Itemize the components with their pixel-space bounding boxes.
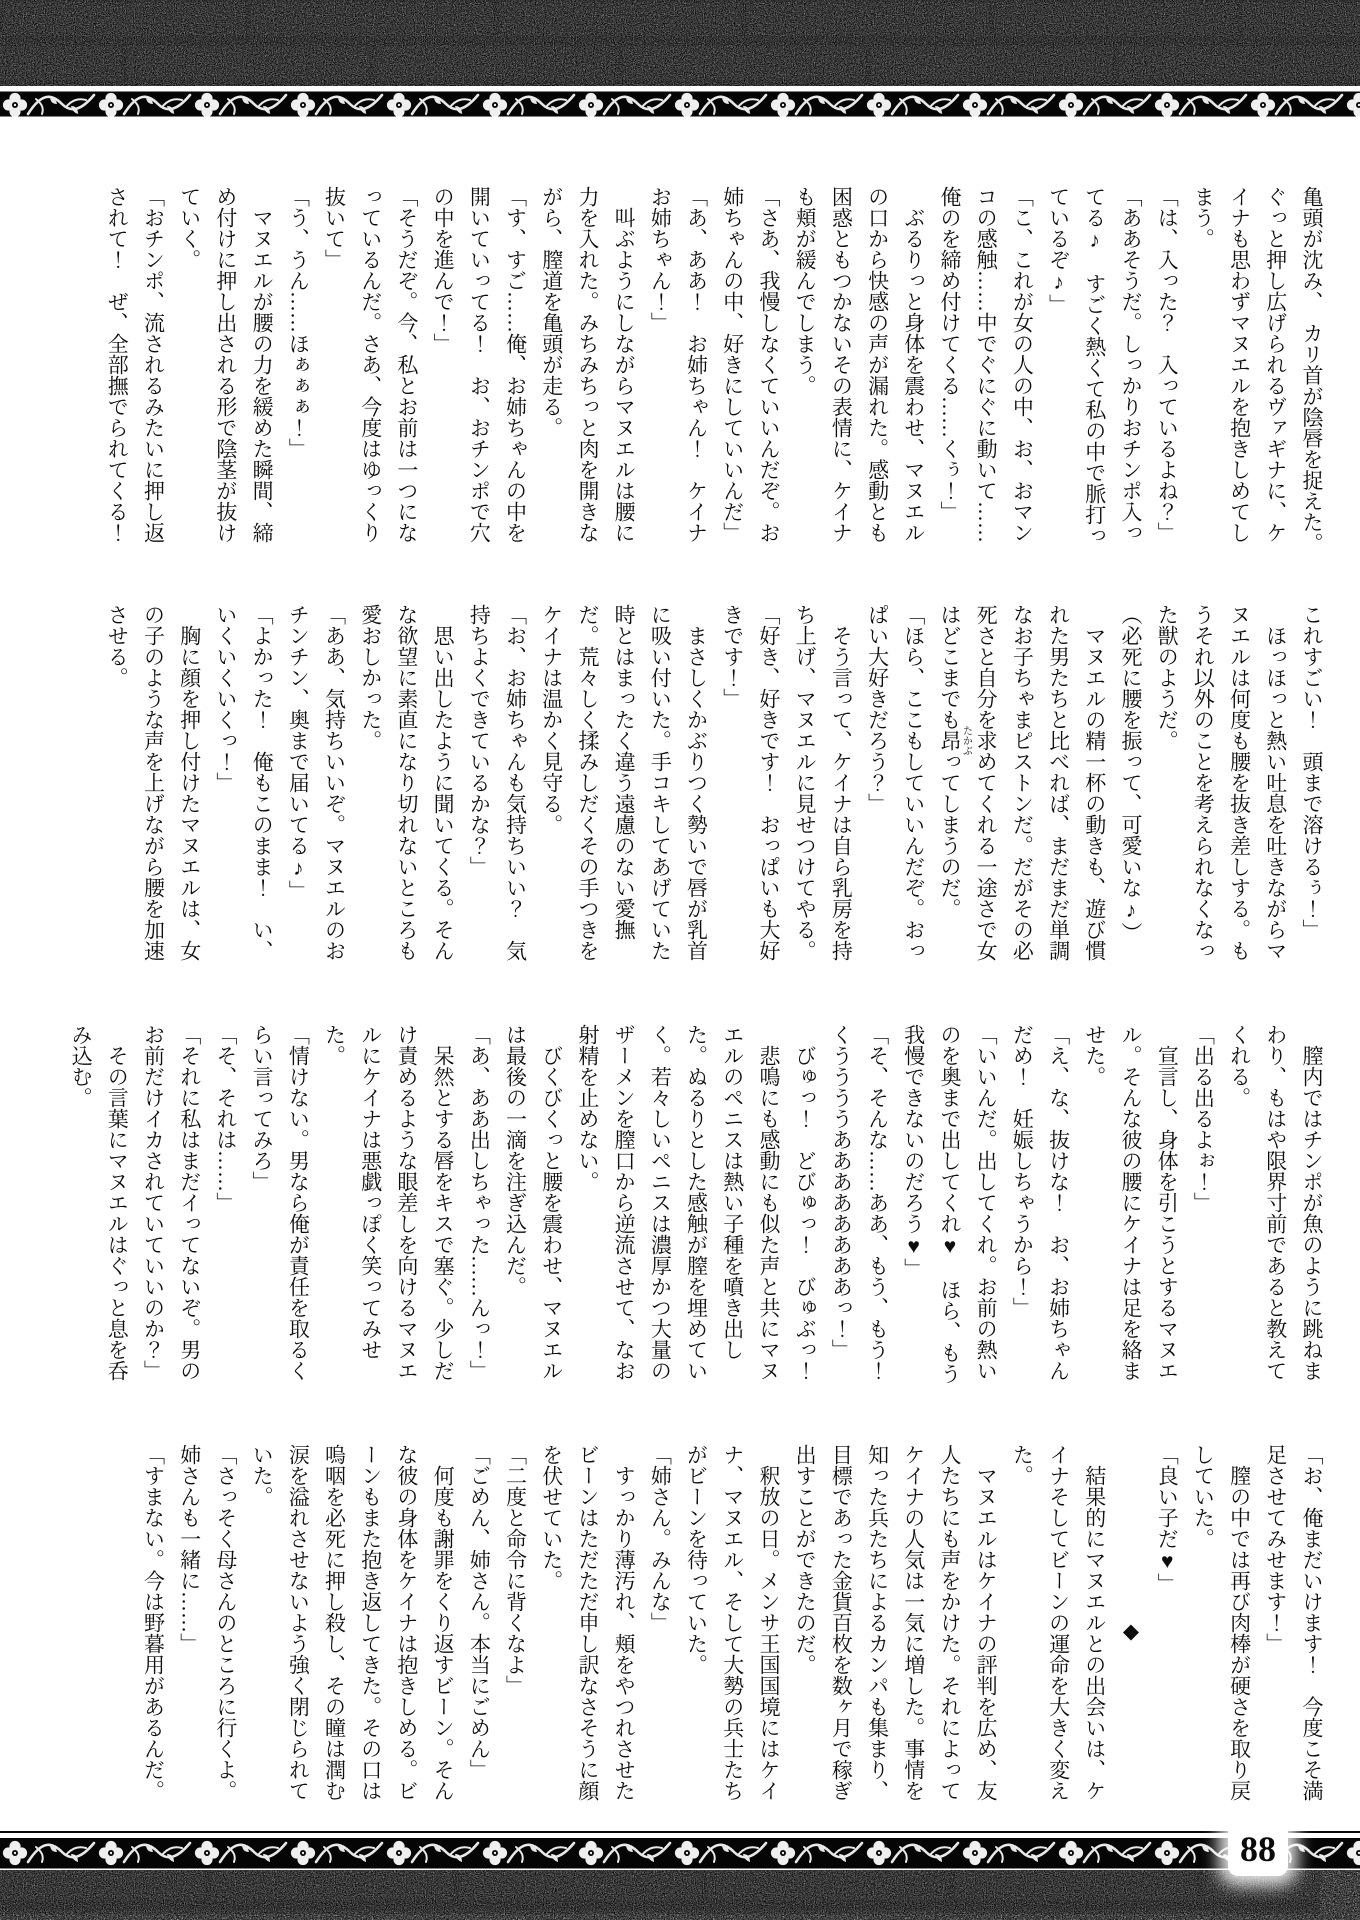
paragraph: 「出る出るよぉ！」 <box>1191 1024 1216 1213</box>
paragraph: 「え、な、抜けな！ お、お姉ちゃんだめ！ 妊娠しちゃうから！」 <box>1010 1024 1071 1381</box>
bottom-border <box>0 1831 1360 1920</box>
paragraph: （必死に腰を振って、可愛いな♪） <box>1118 604 1143 943</box>
paragraph: そう言って、ケイナは自ら乳房を持ち上げ、マヌエルに見せつけてやる。 <box>793 604 854 961</box>
paragraph: 「ああそうだ。しっかりおチンポ入ってる♪ すごく熱くて私の中で脈打っているぞ♪」 <box>1046 186 1143 546</box>
brick-wall-bottom <box>0 1870 1360 1920</box>
paragraph: 悲鳴にも感動にも似た声と共にマヌエルのペニスは熱い子種を噴き出した。ぬるりとした感触が膣を埋めていく。若々しいペニスは濃厚かつ大量のザーメンを膣口から逆流させて、なお射精を止めない。 <box>575 1024 781 1381</box>
paragraph: 「すまない。今は野暮用があるんだ。 <box>141 1444 166 1801</box>
page-number: 88 <box>1240 1829 1276 1869</box>
paragraph: 「ごめん、姉さん。本当にごめん」 <box>467 1444 492 1780</box>
paragraph: 「おチンポ、流されるみたいに押し返されて！ ぜ、全部撫でられてくる！ <box>105 186 166 543</box>
paragraph: その言葉にマヌエルはぐっと息を呑み込む。 <box>69 1024 130 1381</box>
paragraph: 「よかった！ 俺もこのまま！ い、いくいくいくっ！」 <box>213 604 275 961</box>
paragraph: 呆然とする唇をキスで塞ぐ。少しだけ責めるような眼差しを向けるマヌエルにケイナは悪戯っぽく笑ってみせた。 <box>322 1024 456 1381</box>
paragraph: 「は、入った？ 入っているよね？」 <box>1155 186 1180 543</box>
paragraph: 「ほら、ここもしていいんだぞ。おっぱい大好きだろう？」 <box>865 604 926 961</box>
paragraph: 叫ぶようにしながらマヌエルは腰に力を入れた。みちみちっと肉を開きながら、膣道を亀頭が走る。 <box>539 186 637 543</box>
paragraph: 「お、お姉ちゃんも気持ちいい？ 気持ちよくできているかな？」 <box>467 604 528 961</box>
paragraph: 「さっそく母さんのところに行くよ。姉さんも一緒に……」 <box>177 1444 238 1801</box>
paragraph: 「そうだぞ。今、私とお前は一つになっているんだ。さあ、今度はゆっくり抜いて」 <box>322 186 419 543</box>
top-border <box>0 0 1360 118</box>
paragraph: ほっほっと熱い吐息を吐きながらマヌエルは何度も腰を抜き差しする。もうそれ以外のことを考えられなくなった獣のようだ。 <box>1155 604 1288 961</box>
paragraph: 「さあ、我慢しなくていいんだぞ。お姉ちゃんの中、好きにしていいんだ」 <box>720 186 781 543</box>
paragraph: 胸に顔を押し付けたマヌエルは、女の子のような声を上げながら腰を加速させる。 <box>105 604 202 961</box>
paragraph: 「あ、ああ出しちゃった……んっ！」 <box>467 1024 492 1381</box>
text-band-2 <box>98 604 1330 978</box>
paragraph: 「姉さん。みんな」 <box>648 1444 673 1633</box>
paragraph: 「情けない。男なら俺が責任を取るくらい言ってみろ」 <box>250 1024 311 1381</box>
paragraph: 釈放の日。メンサ王国国境にはケイナ、マヌエル、そして大勢の兵士たちがビーンを待っていた。 <box>684 1444 781 1801</box>
page-number-tab <box>1228 1822 1288 1876</box>
paragraph: 「こ、これが女の人の中、お、おマンコの感触……中でぐにぐに動いて……俺のを締め付けてくる……くぅ！」 <box>937 186 1035 543</box>
paragraph: 思い出したように聞いてくる。そんな欲望に素直になり切れないところも愛おしかった。 <box>358 604 456 961</box>
brick-wall-top <box>0 0 1360 86</box>
paragraph: すっかり薄汚れ、頬をやつれさせたビーンはただただ申し訳なさそうに顔を伏せていた。 <box>539 1444 637 1801</box>
paragraph: 「好き、好きです！ おっぱいも大好きです！」 <box>720 604 781 961</box>
paragraph: 膣内ではチンポが魚のように跳ねまわり、もはや限界寸前であると教えてくれる。 <box>1227 1024 1324 1381</box>
paragraph: 「いいんだ。出してくれ。お前の熱いのを奥まで出してくれ♥ ほら、もう我慢できないのだろう♥」 <box>901 1024 999 1384</box>
paragraph: マヌエルが腰の力を緩めた瞬間、締め付けに押し出される形で陰茎が抜けていく。 <box>177 186 275 543</box>
paragraph: 「お、俺まだいけます！ 今度こそ満足させてみせます！」 <box>1263 1444 1324 1801</box>
paragraph: まさしくかぶりつく勢いで唇が乳首に吸い付いた。手コキしてあげていた時とはまったく違う遠慮のない愛撫だ。荒々しく揉みしだくその手つきをケイナは温かく見守る。 <box>539 604 709 961</box>
paragraph: 「そ、それは……」 <box>213 1024 238 1213</box>
paragraph: びゅっ！ どびゅっ！ びゅぶっ！ <box>793 1024 818 1381</box>
paragraph: びくびくっと腰を震わせ、マヌエルは最後の一滴を注ぎ込んだ。 <box>503 1024 564 1381</box>
paragraph: これすごい！ 頭まで溶けるぅ！」 <box>1300 604 1324 940</box>
paragraph: 宣言し、身体を引こうとするマヌエル。そんな彼の腰にケイナは足を絡ませた。 <box>1082 1024 1180 1381</box>
paragraph: 何度も謝罪をくり返すビーン。そんな彼の身体をケイナは抱きしめる。ビーンもまた抱き返してきた。その口は嗚咽を必死に押し殺し、その瞳は潤む涙を溢れさせないよう強く閉じられていた。 <box>250 1444 456 1801</box>
text-band-3 <box>69 1024 1330 1402</box>
paragraph: 結果的にマヌエルとの出会いは、ケイナそしてビーンの運命を大きく変えた。 <box>1010 1444 1107 1801</box>
text-band-4 <box>98 1444 1330 1818</box>
floral-ornament-band-top <box>0 90 1360 118</box>
paragraph: 「それに私はまだイってないぞ。男のお前だけイカされていていいのか？」 <box>141 1024 202 1381</box>
paragraph: 「良い子だ♥」 <box>1155 1444 1180 1594</box>
paragraph: 「二度と命令に背くなよ」 <box>503 1444 528 1696</box>
paragraph: 「ああ、気持ちいいぞ。マヌエルのおチンチン、奥まで届いてる♪」 <box>286 604 347 961</box>
text-band-1 <box>98 186 1330 560</box>
paragraph: マヌエルの精一杯の動きも、遊び慣れた男たちと比べれば、まだまだ単調なお子ちゃまピストンだ。だがその必死さと自分を求めてくれる一途さで女はどこまでも昂たかぶってしまうのだ。 <box>937 604 1107 961</box>
paragraph: 亀頭が沈み、 カリ首が陰唇を捉えた。ぐっと押し広げられるヴァギナに、ケイナも思わずマヌエルを抱きしめてしまう。 <box>1191 186 1324 554</box>
floral-ornament-band-bottom <box>0 1836 1360 1870</box>
paragraph: マヌエルはケイナの評判を広め、友人たちにも声をかけた。それによってケイナの人気は一気に増した。事情を知った兵たちによるカンパも集まり、目標であった金貨百枚を数ヶ月で稼ぎ出すことができたのだ。 <box>793 1444 999 1801</box>
section-divider: ◆ <box>1118 1619 1143 1643</box>
paragraph: 「あ、ああ！ お姉ちゃん！ ケイナお姉ちゃん！」 <box>648 186 709 543</box>
paragraph: 「す、すご……俺、お姉ちゃんの中を開いていってる！ お、おチンポで穴の中を進んで！」 <box>431 186 528 543</box>
paragraph: 「そ、そんな……ああ、もう、もう！ くううううああああああああっ！」 <box>829 1024 890 1402</box>
paragraph: 「う、うん……ほぁぁぁ！」 <box>286 186 311 459</box>
paragraph: ぶるりっと身体を震わせ、マヌエルの口から快感の声が漏れた。感動とも困惑ともつかないその表情に、ケイナも頬が緩んでしまう。 <box>793 186 926 543</box>
paragraph: 膣の中では再び肉棒が硬さを取り戻していた。 <box>1191 1444 1252 1801</box>
